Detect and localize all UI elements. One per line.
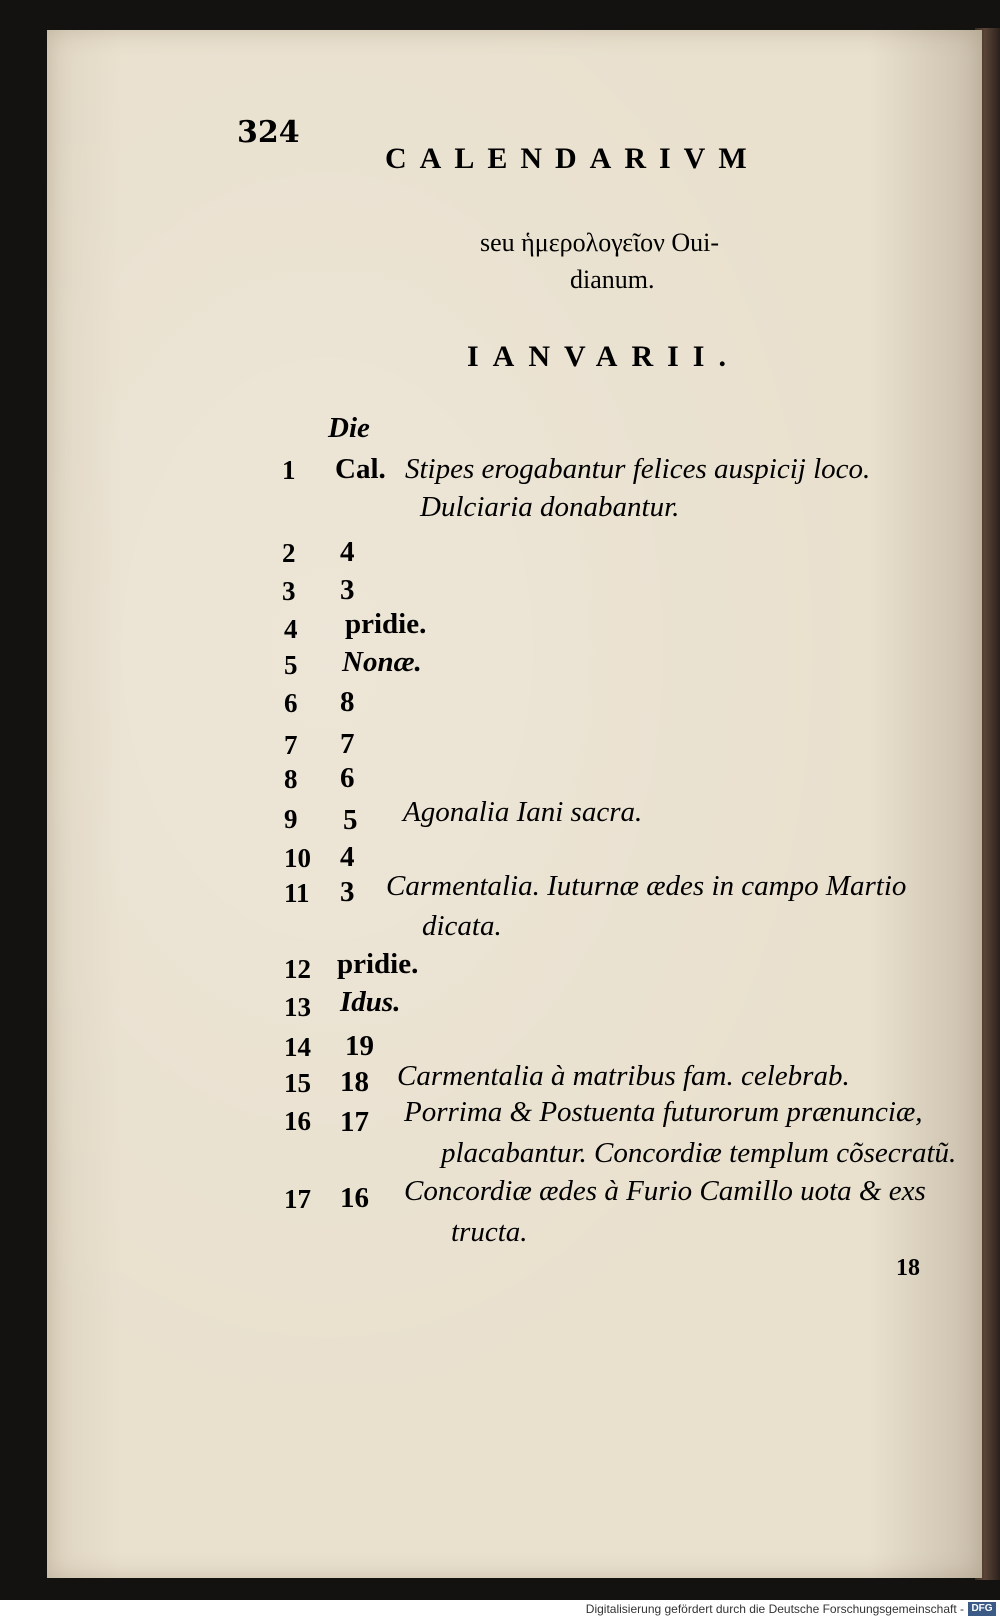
entry-note: Agonalia Iani sacra. (403, 796, 643, 828)
entry-note-continued: dicata. (422, 910, 502, 942)
day-number: 14 (284, 1032, 311, 1062)
roman-date: 7 (340, 728, 355, 760)
roman-date: Nonæ. (342, 646, 422, 678)
day-number: 3 (282, 576, 296, 606)
day-number: 1 (282, 455, 296, 485)
entry-note: Carmentalia. Iuturnæ ædes in campo Martio (386, 870, 907, 902)
entry-note: Carmentalia à matribus fam. celebrab. (397, 1060, 850, 1092)
entry-note-continued: placabantur. Concordiæ templum cõsecratũ. (441, 1137, 957, 1169)
day-number: 9 (284, 804, 298, 834)
entry-note: Porrima & Postuenta futurorum prænunciæ, (404, 1096, 923, 1128)
roman-date: 8 (340, 686, 355, 718)
day-number: 16 (284, 1106, 311, 1136)
roman-date: 17 (340, 1106, 369, 1138)
roman-date: Cal. (335, 453, 386, 485)
roman-date: 18 (340, 1066, 369, 1098)
footer-credit: Digitalisierung gefördert durch die Deutsche Forschungsgemeinschaft - (585, 1602, 964, 1616)
dfg-logo: DFG (968, 1602, 996, 1616)
roman-date: 5 (343, 804, 358, 836)
roman-date: pridie. (337, 948, 419, 980)
day-number: 10 (284, 843, 311, 873)
die-label: Die (328, 412, 370, 444)
day-number: 5 (284, 650, 298, 680)
day-number: 8 (284, 764, 298, 794)
roman-date: 4 (340, 536, 355, 568)
day-number: 15 (284, 1068, 311, 1098)
day-number: 4 (284, 614, 298, 644)
day-number: 7 (284, 730, 298, 760)
day-number: 6 (284, 688, 298, 718)
entry-note: Concordiæ ædes à Furio Camillo uota & exs (404, 1175, 926, 1207)
entry-note: Stipes erogabantur felices auspicij loco. (405, 453, 871, 485)
entry-note-continued: Dulciaria donabantur. (420, 491, 680, 523)
entry-note-continued: tructa. (451, 1216, 528, 1248)
day-number: 12 (284, 954, 311, 984)
day-number: 2 (282, 538, 296, 568)
roman-date: 6 (340, 762, 355, 794)
day-number: 13 (284, 992, 311, 1022)
page-title: CALENDARIVM (385, 142, 760, 175)
page-number: 324 (237, 115, 300, 150)
subtitle-line-2: dianum. (570, 265, 655, 294)
footer-bar (0, 1600, 1000, 1620)
roman-date: 19 (345, 1030, 374, 1062)
roman-date: 3 (340, 574, 355, 606)
roman-date: 4 (340, 841, 355, 873)
month-heading: IANVARII. (467, 340, 740, 373)
day-number: 11 (284, 878, 310, 908)
catchword: 18 (896, 1255, 920, 1281)
roman-date: pridie. (345, 608, 427, 640)
roman-date: Idus. (340, 986, 401, 1018)
day-number: 17 (284, 1184, 311, 1214)
roman-date: 3 (340, 876, 355, 908)
roman-date: 16 (340, 1182, 369, 1214)
subtitle-line-1: seu ἡμερολογεῖον Oui- (480, 228, 720, 257)
